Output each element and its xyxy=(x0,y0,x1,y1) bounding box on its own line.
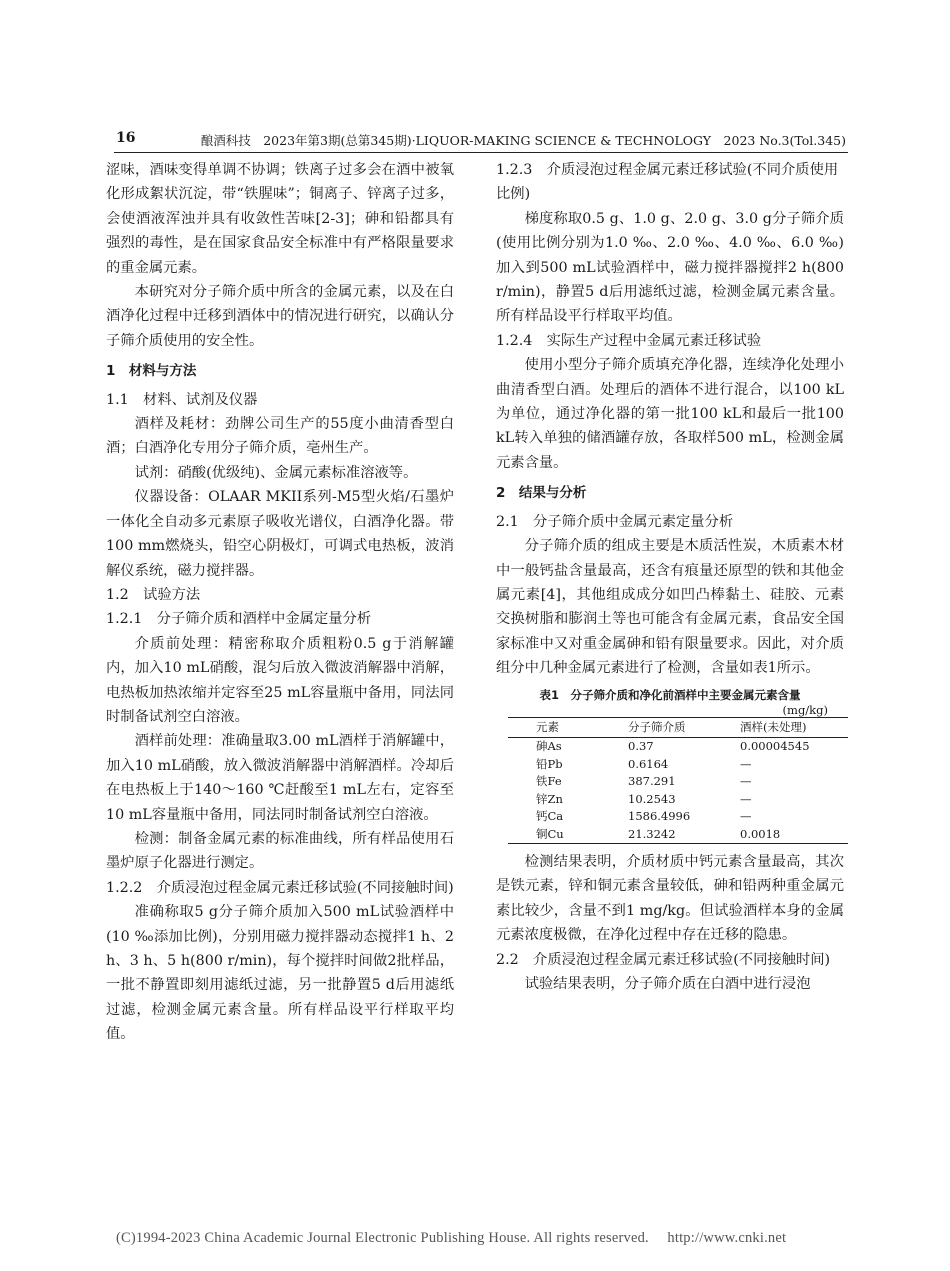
section-heading-2: 2 结果与分析 xyxy=(496,485,587,502)
table-cell: — xyxy=(740,809,752,824)
section-heading-1: 1 材料与方法 xyxy=(106,363,197,380)
paragraph-materials: 酒样及耗材：劲牌公司生产的55度小曲清香型白酒；白酒净化专用分子筛介质，亳州生产。 xyxy=(106,416,454,457)
table-cell: — xyxy=(740,791,752,806)
section-heading-1-2-4: 1.2.4 实际生产过程中金属元素迁移试验 xyxy=(496,332,762,349)
section-heading-2-2: 2.2 介质浸泡过程金属元素迁移试验(不同接触时间) xyxy=(496,951,831,968)
paragraph-instruments: 仪器设备：OLAAR MKII系列-M5型火焰/石墨炉一体化全自动多元素原子吸收光谱仪，白酒净化器。带100 mm燃烧头，铅空心阴极灯，可调式电热板，波消解仪系统，磁力搅拌器。 xyxy=(106,489,454,579)
journal-running-title: 酿酒科技 2023年第3期(总第345期)·LIQUOR-MAKING SCIENCE & TECHNOLOGY 2023 No.3(Tol.345) xyxy=(200,133,846,148)
table-cell: 钙Ca xyxy=(536,809,564,824)
table-row xyxy=(508,773,848,791)
table-1 xyxy=(496,687,844,845)
table-cell: 铜Cu xyxy=(508,826,628,844)
table-header-cell: 分子筛介质 xyxy=(628,717,740,738)
table-cell: 0.37 xyxy=(628,739,654,754)
table-cell: — xyxy=(740,774,752,789)
table-unit: (mg/kg) xyxy=(782,702,828,717)
paragraph-intro-2: 本研究对分子筛介质中所含的金属元素，以及在白酒净化过程中迁移到酒体中的情况进行研究，以确认分子筛介质使用的安全性。 xyxy=(106,284,454,349)
table-row xyxy=(508,738,848,756)
running-header xyxy=(116,130,846,152)
section-heading-1-2-2: 1.2.2 介质浸泡过程金属元素迁移试验(不同接触时间) xyxy=(106,879,454,896)
table-cell: 锌Zn xyxy=(536,791,563,806)
table-cell: 0.00004545 xyxy=(740,739,810,754)
table-cell: 铅Pb xyxy=(536,756,563,771)
paragraph-contact-time-experiment: 准确称取5 g分子筛介质加入500 mL试验酒样中(10 ‰添加比例)，分别用磁力搅拌器动态搅拌1 h、2 h、3 h、5 h(800 r/min)，每个搅拌时间做2批样品，一批不静置即刻用滤纸过滤，另一批静置5 d后用滤纸过滤，检测金属元素含量。所有样品设平行样取平均值。 xyxy=(106,904,454,1043)
paragraph-intro-1: 涩味，酒味变得单调不协调；铁离子过多会在酒中被氧化形成絮状沉淀，带“铁腥味”；铜离子、锌离子过多，会使酒液浑浊并具有收敛性苦味[2-3]；砷和铅都具有强烈的毒性，是在国家食品安全标准中有严格限量要求的重金属元素。 xyxy=(106,162,454,276)
left-column xyxy=(106,158,454,1047)
table-cell: 10.2543 xyxy=(628,791,676,806)
table-cell: 387.291 xyxy=(628,774,676,789)
table-cell: 0.6164 xyxy=(628,756,669,771)
section-heading-1-1: 1.1 材料、试剂及仪器 xyxy=(106,391,258,408)
table-row xyxy=(508,826,848,844)
table-cell: 1586.4996 xyxy=(628,809,691,824)
table-cell: 砷As xyxy=(536,739,562,754)
paragraph-ratio-experiment: 梯度称取0.5 g、1.0 g、2.0 g、3.0 g分子筛介质(使用比例分别为1.0 ‰、2.0 ‰、4.0 ‰、6.0 ‰)加入到500 mL试验酒样中，磁力搅拌器搅拌2 h(800 r/min)，静置5 d后用滤纸过滤，检测金属元素含量。所有样品设平行样取平均值。 xyxy=(496,210,844,325)
table-row xyxy=(508,791,848,809)
page-number: 16 xyxy=(116,130,136,146)
table-cell: 0.0018 xyxy=(740,826,848,844)
table-row xyxy=(508,808,848,826)
paragraph-detection: 检测：制备金属元素的标准曲线，所有样品使用石墨炉原子化器进行测定。 xyxy=(106,830,454,872)
section-heading-2-1: 2.1 分子筛介质中金属元素定量分析 xyxy=(496,513,734,530)
right-column xyxy=(496,158,844,996)
copyright-footer: (C)1994-2023 China Academic Journal Electronic Publishing House. All rights reserved. http://www.cnki.net xyxy=(116,1230,787,1246)
table-header-cell: 酒样(未处理) xyxy=(740,717,848,738)
table-caption: 表1 分子筛介质和净化前酒样中主要金属元素含量 xyxy=(539,687,801,702)
paragraph-medium-composition: 分子筛介质的组成主要是木质活性炭，木质素木材中一般钙盐含量最高，还含有痕量还原型的铁和其他金属元素[4]，其他组成成分如凹凸棒黏土、硅胶、元素交换树脂和膨润土等也可能含有金属元素，食品安全国家标准中又对重金属砷和铅有限量要求。因此，对介质组分中几种金属元素进行了检测，含量如表1所示。 xyxy=(496,538,844,677)
paragraph-reagents: 试剂：硝酸(优级纯)、金属元素标准溶液等。 xyxy=(134,464,418,481)
table-cell: — xyxy=(740,756,752,771)
table-cell: 铁Fe xyxy=(536,774,562,789)
section-heading-1-2: 1.2 试验方法 xyxy=(106,586,201,603)
metal-content-table xyxy=(508,717,848,845)
table-header-row xyxy=(508,717,848,738)
paragraph-soak-results: 试验结果表明，分子筛介质在白酒中进行浸泡 xyxy=(524,976,811,993)
paragraph-detection-results: 检测结果表明，介质材质中钙元素含量最高，其次是铁元素，锌和铜元素含量较低，砷和铅两种重金属元素比较少，含量不到1 mg/kg。但试验酒样本身的金属元素浓度极微，在净化过程中存在迁移的隐患。 xyxy=(496,854,844,944)
paragraph-medium-pretreatment: 介质前处理：精密称取介质粗粉0.5 g于消解罐内，加入10 mL硝酸，混匀后放入微波消解器中消解，电热板加热浓缩并定容至25 mL容量瓶中备用，同法同时制备试剂空白溶液。 xyxy=(106,635,454,725)
section-heading-1-2-1: 1.2.1 分子筛介质和酒样中金属定量分析 xyxy=(106,611,372,628)
paragraph-wine-pretreatment: 酒样前处理：准确量取3.00 mL酒样于消解罐中，加入10 mL硝酸，放入微波消解器中消解酒样。冷却后在电热板上于140～160 ℃赶酸至1 mL左右，定容至10 mL容量瓶中备用，同法同时制备试剂空白溶液。 xyxy=(106,733,454,823)
table-row xyxy=(508,756,848,774)
table-header-cell: 元素 xyxy=(508,717,628,738)
paragraph-production-experiment: 使用小型分子筛介质填充净化器，连续净化处理小曲清香型白酒。处理后的酒体不进行混合，以100 kL为单位，通过净化器的第一批100 kL和最后一批100 kL转入单独的储酒罐存放，各取样500 mL，检测金属元素含量。 xyxy=(496,357,844,471)
section-heading-1-2-3: 1.2.3 介质浸泡过程金属元素迁移试验(不同介质使用比例) xyxy=(496,162,839,203)
header-rule xyxy=(114,152,848,153)
table-cell: 21.3242 xyxy=(628,826,740,844)
